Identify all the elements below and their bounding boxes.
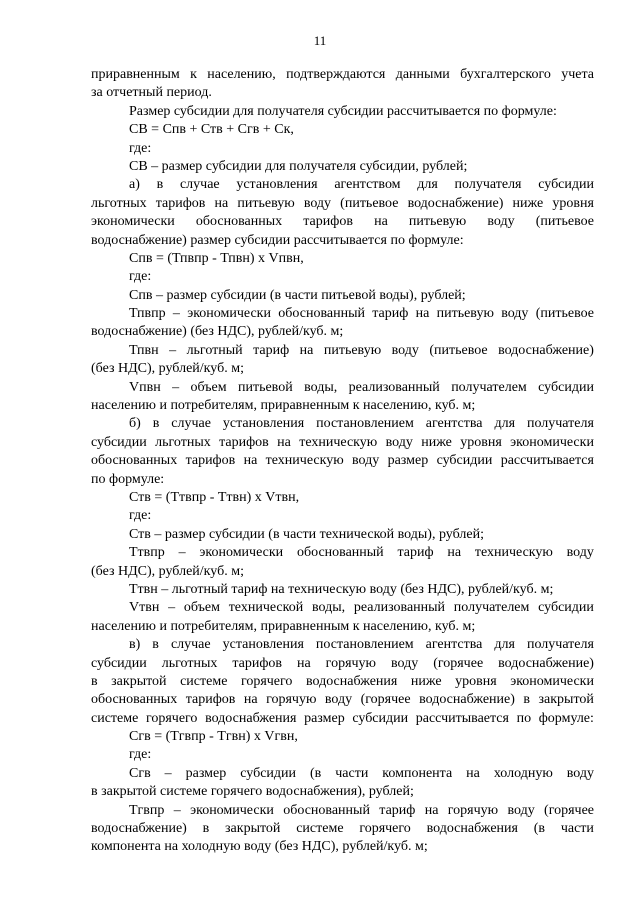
word: – (164, 765, 172, 781)
text-line: в закрытой системе горячего водоснабжения), рублей; (91, 784, 414, 800)
word: учета (561, 67, 594, 82)
text-line: по формуле: (91, 471, 165, 487)
word: закрытой (225, 821, 281, 837)
word: технической (228, 600, 304, 616)
word: экономически (199, 545, 284, 561)
word: – (172, 379, 180, 395)
word: (питьевое (535, 214, 594, 230)
text-line (91, 195, 594, 213)
text-line (91, 544, 594, 562)
word: установления (222, 637, 304, 653)
word: экономически (187, 306, 271, 322)
word: подтверждаются (286, 67, 386, 82)
word: воду (566, 765, 594, 781)
word: установления (222, 416, 305, 432)
word: воду (390, 655, 419, 671)
word: горячую (266, 692, 317, 708)
word: тарифов (219, 434, 269, 450)
word: льготных (91, 195, 147, 211)
word: компонента (382, 765, 453, 781)
word: части (335, 765, 369, 781)
word: горячую (447, 802, 499, 818)
word: на (415, 306, 430, 322)
text-line (91, 379, 594, 397)
word: тариф (372, 306, 409, 322)
word: закрытой (111, 673, 167, 689)
word: к (190, 67, 197, 82)
word: тарифов (155, 195, 206, 211)
word: на (466, 765, 480, 781)
word: питьевую (323, 342, 382, 358)
text-line: где: (129, 269, 152, 285)
word: тариф (397, 545, 434, 561)
word: б) (129, 416, 141, 432)
word: экономически (190, 802, 274, 818)
text-line (91, 802, 594, 820)
word: ниже (421, 434, 452, 450)
word: субсидии (91, 655, 147, 671)
text-line: СВ – размер субсидии для получателя субсидии, рублей; (129, 158, 468, 174)
word: уровня (455, 673, 497, 689)
word: для (494, 637, 515, 653)
word: воду (385, 434, 413, 450)
word: обоснованный (278, 306, 365, 322)
text-line: СВ = Спв + Ств + Сгв + Ск, (129, 122, 294, 138)
text-line (91, 765, 594, 783)
word: обоснованных (91, 453, 178, 469)
text-line: где: (129, 747, 152, 763)
word: в (523, 692, 531, 708)
word: (в (533, 821, 546, 837)
word: экономически (510, 673, 594, 689)
word: (горячее (544, 802, 594, 818)
text-line (91, 673, 594, 691)
word: в (91, 673, 98, 689)
word: постановлением (315, 637, 414, 653)
word: субсидии (538, 177, 594, 193)
word: по (516, 710, 532, 726)
text-line: Ств = (Ттвпр - Ттвн) х Vтвн, (129, 489, 300, 505)
word: воду (507, 802, 535, 818)
word: тарифов (232, 655, 283, 671)
word: агентства (425, 637, 483, 653)
word: воду (352, 453, 380, 469)
word: – (173, 802, 181, 818)
word: Тпвн (129, 342, 159, 358)
word: части (560, 821, 594, 837)
word: экономически (510, 434, 594, 450)
word: субсидии (240, 765, 297, 781)
word: воду (566, 545, 594, 561)
word: рассчитывается (500, 453, 594, 469)
word: формуле: (538, 710, 594, 726)
text-line: Сгв = (Тгвпр - Тгвн) х Vгвн, (129, 729, 298, 745)
page-number: 11 (313, 33, 327, 48)
word: на (214, 195, 229, 211)
word: обоснованный (296, 545, 384, 561)
word: горячего (359, 821, 411, 837)
word: техническую (265, 453, 344, 469)
word: Сгв (129, 765, 151, 781)
word: объем (183, 600, 220, 616)
word: получателя (527, 637, 594, 653)
word: данными (395, 67, 450, 82)
word: на (243, 453, 258, 469)
text-line (91, 415, 594, 433)
text-line: Ттвн – льготный тариф на техническую воду (без НДС), рублей/куб. м; (129, 581, 554, 597)
word: субсидии (538, 379, 594, 395)
word: приравненным (91, 67, 180, 82)
word: агентства (425, 416, 483, 432)
word: воду (391, 342, 419, 358)
word: (в (309, 765, 322, 781)
word: размер (304, 710, 345, 726)
word: Тпвпр (129, 306, 166, 322)
word: (питьевое (429, 342, 488, 358)
word: – (169, 342, 177, 358)
word: горячего (145, 710, 198, 726)
word: на (299, 342, 314, 358)
word: горячего (240, 673, 293, 689)
word: Vтвн (129, 600, 160, 616)
word: а) (129, 177, 140, 193)
word: Тгвпр (129, 802, 165, 818)
word: водоснабжение) (407, 195, 504, 211)
word: питьевую (237, 195, 295, 211)
word: тарифов (185, 692, 236, 708)
word: горячую (325, 655, 377, 671)
word: водоснабжения (426, 821, 518, 837)
word: агентством (334, 177, 401, 193)
word: воду (303, 195, 332, 211)
word: (горячее (433, 655, 484, 671)
text-line: Размер субсидии для получателя субсидии рассчитывается по формуле: (129, 103, 557, 119)
word: водоснабжение) (498, 655, 594, 671)
word: в (152, 416, 160, 432)
document-body (91, 66, 594, 857)
word: получателем (451, 379, 527, 395)
text-line (91, 342, 594, 360)
word: уровня (460, 434, 502, 450)
word: обоснованных (195, 214, 283, 230)
word: водоснабжение) (498, 342, 594, 358)
word: экономически (91, 214, 175, 230)
word: (питьевое (340, 195, 399, 211)
word: – (172, 306, 180, 322)
word: размер (387, 453, 429, 469)
word: льготных (161, 655, 218, 671)
word: получателя (526, 416, 594, 432)
word: объем (190, 379, 227, 395)
text-line (91, 710, 594, 728)
word: в (202, 821, 210, 837)
text-line: водоснабжение) размер субсидии рассчитывается по формуле: (91, 232, 464, 248)
text-line: населению и потребителям, приравненным к населению, куб. м; (91, 618, 476, 634)
text-line (91, 655, 594, 673)
text-line: где: (129, 140, 152, 156)
word: в (156, 177, 164, 193)
word: системе (91, 710, 139, 726)
word: – (168, 600, 176, 616)
text-line: водоснабжение) (без НДС), рублей/куб. м; (91, 324, 344, 340)
word: реализованный (353, 600, 446, 616)
word: питьевую (408, 214, 467, 230)
text-line: компонента на холодную воду (без НДС), рублей/куб. м; (91, 839, 428, 855)
word: на (296, 655, 311, 671)
word: реализованный (348, 379, 440, 395)
word: получателем (453, 600, 530, 616)
text-line: Спв = (Тпвпр - Тпвн) х Vпвн, (129, 250, 304, 266)
word: обоснованных (91, 692, 178, 708)
word: воду (501, 306, 529, 322)
text-line (91, 599, 594, 617)
word: на (277, 434, 291, 450)
word: для (494, 416, 516, 432)
word: (питьевое (535, 306, 594, 322)
word: установления (236, 177, 318, 193)
word: питьевой (237, 379, 293, 395)
word: тариф (253, 342, 290, 358)
word: ниже (512, 195, 544, 211)
word: населению, (207, 67, 276, 82)
word: льготных (155, 434, 211, 450)
word: водоснабжения (305, 673, 398, 689)
word: постановлением (316, 416, 414, 432)
word: системе (180, 673, 228, 689)
word: воду (324, 692, 353, 708)
word: техническую (299, 434, 378, 450)
word: воду (487, 214, 515, 230)
word: льготный (186, 342, 243, 358)
word: субсидии (91, 434, 147, 450)
text-line (91, 820, 594, 838)
word: субсидии (538, 600, 594, 616)
word: питьевую (436, 306, 494, 322)
word: тарифов (185, 453, 236, 469)
word: на (374, 214, 388, 230)
word: системе (296, 821, 344, 837)
word: случае (179, 177, 220, 193)
text-line (91, 434, 594, 452)
word: водоснабжения (205, 710, 297, 726)
word: на (447, 545, 462, 561)
word: водоснабжение) (91, 821, 187, 837)
word: воды, (304, 379, 338, 395)
word: в) (129, 637, 141, 653)
text-line (91, 176, 594, 194)
word: случае (170, 637, 211, 653)
word: ниже (410, 673, 442, 689)
word: закрытой (538, 692, 594, 708)
word: Vпвн (129, 379, 161, 395)
text-line (91, 66, 594, 84)
word: размер (185, 765, 227, 781)
word: тарифов (303, 214, 353, 230)
text-line (91, 213, 594, 231)
word: водоснабжение) (419, 692, 515, 708)
word: на (243, 692, 258, 708)
text-line (91, 636, 594, 654)
word: субсидии (436, 453, 493, 469)
text-line: (без НДС), рублей/куб. м; (91, 361, 244, 377)
text-line: (без НДС), рублей/куб. м; (91, 563, 244, 579)
word: получателя (454, 177, 522, 193)
word: случае (171, 416, 211, 432)
text-line: за отчетный период. (91, 85, 212, 101)
word: уровня (552, 195, 594, 211)
word: для (417, 177, 438, 193)
text-line: где: (129, 508, 152, 524)
word: тариф (379, 802, 416, 818)
text-line: Ств – размер субсидии (в части технической воды), рублей; (129, 526, 484, 542)
word: Ттвпр (129, 545, 165, 561)
word: воды, (311, 600, 346, 616)
text-line (91, 452, 594, 470)
word: в (152, 637, 159, 653)
word: холодную (493, 765, 553, 781)
word: субсидии (352, 710, 409, 726)
text-line: населению и потребителям, приравненным к населению, куб. м; (91, 398, 476, 414)
word: (горячее (360, 692, 411, 708)
word: на (424, 802, 439, 818)
word: обоснованный (283, 802, 370, 818)
text-line (91, 691, 594, 709)
word: рассчитывается (415, 710, 509, 726)
text-line (91, 305, 594, 323)
word: – (178, 545, 186, 561)
text-line: Спв – размер субсидии (в части питьевой воды), рублей; (129, 287, 466, 303)
word: бухгалтерского (460, 67, 551, 82)
word: техническую (474, 545, 553, 561)
